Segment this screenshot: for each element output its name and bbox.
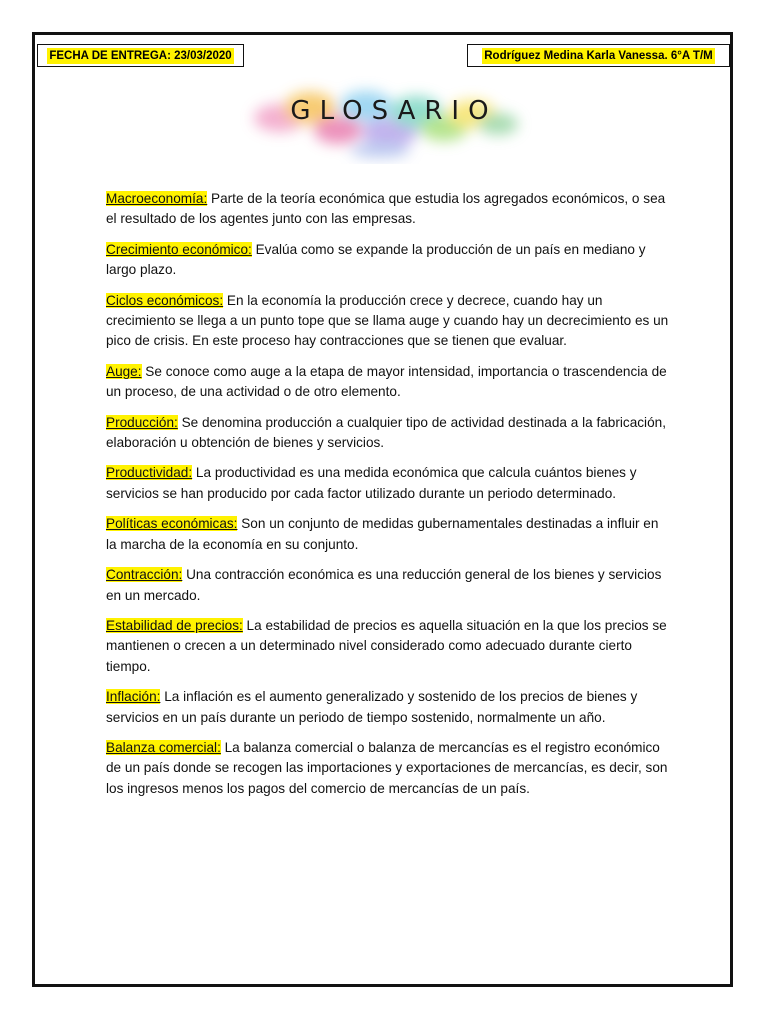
glossary-definition: Se conoce como auge a la etapa de mayor intensidad, importancia o trascendencia de un proceso, de una actividad o de otro elemento.	[106, 363, 667, 400]
glossary-definition: La productividad es una medida económica que calcula cuántos bienes y servicios se han producido por cada factor utilizado durante un periodo determinado.	[106, 465, 637, 501]
glossary-entry	[106, 687, 670, 728]
glossary-entry	[106, 291, 670, 352]
page-title: GLOSARIO	[290, 96, 498, 126]
glossary-term: Productividad:	[106, 465, 193, 481]
glossary-term: Políticas económicas:	[106, 516, 238, 532]
glossary-definition: En la economía la producción crece y decrece, cuando hay un crecimiento se llega a un punto tope que se llama auge y cuando hay un decrecimiento es un pico de crisis. En este proceso hay contracciones que se tienen que evaluar.	[106, 292, 669, 349]
glossary-term: Macroeconomía:	[106, 191, 208, 206]
glossary-entry	[106, 616, 670, 677]
glossary-term: Balanza comercial:	[106, 739, 221, 755]
glossary-term: Crecimiento económico:	[106, 241, 252, 257]
glossary-term: Estabilidad de precios:	[106, 617, 243, 633]
due-date-label: FECHA DE ENTREGA: 23/03/2020	[49, 49, 232, 62]
glossary-term: Contracción:	[106, 567, 183, 583]
glossary-definition: Una contracción económica es una reducción general de los bienes y servicios en un mercado.	[106, 567, 662, 603]
author-box	[467, 44, 730, 67]
glossary-entry	[106, 738, 670, 799]
glossary-definition: Se denomina producción a cualquier tipo de actividad destinada a la fabricación, elaboración u obtención de bienes y servicios.	[106, 414, 666, 451]
glossary-definition: Evalúa como se expande la producción de un país en mediano y largo plazo.	[106, 241, 646, 278]
glossary-entry	[106, 362, 670, 403]
glossary-term: Auge:	[106, 363, 142, 379]
due-date-box	[37, 44, 244, 67]
glossary-entry	[106, 463, 670, 504]
glossary-definition: La estabilidad de precios es aquella situación en la que los precios se mantienen o crecen a un determinado nivel considerado como adecuado durante cierto tiempo.	[106, 617, 667, 674]
glossary-entry	[106, 413, 670, 454]
glossary-entry	[106, 514, 670, 555]
glossary-definition: La inflación es el aumento generalizado y sostenido de los precios de bienes y servicios en un país durante un periodo de tiempo sostenido, normalmente un año.	[106, 689, 638, 725]
glossary-definition: La balanza comercial o balanza de mercancías es el registro económico de un país donde se recogen las importaciones y exportaciones de mercancías, es decir, son los ingresos menos los pagos del comercio de mercancías de un país.	[106, 739, 668, 796]
glossary-entry	[106, 189, 670, 230]
glossary-entry	[106, 565, 670, 606]
title-banner	[240, 72, 540, 164]
glossary-definition: Son un conjunto de medidas gubernamentales destinadas a influir en la marcha de la economía en su conjunto.	[106, 516, 659, 552]
glossary-term: Inflación:	[106, 689, 161, 705]
glossary-list	[106, 189, 670, 809]
glossary-entry	[106, 240, 670, 281]
glossary-term: Ciclos económicos:	[106, 292, 224, 308]
glossary-definition: Parte de la teoría económica que estudia los agregados económicos, o sea el resultado de los agentes junto con las empresas.	[106, 191, 666, 227]
glossary-term: Producción:	[106, 414, 178, 430]
author-label: Rodríguez Medina Karla Vanessa. 6°A T/M	[484, 49, 713, 62]
